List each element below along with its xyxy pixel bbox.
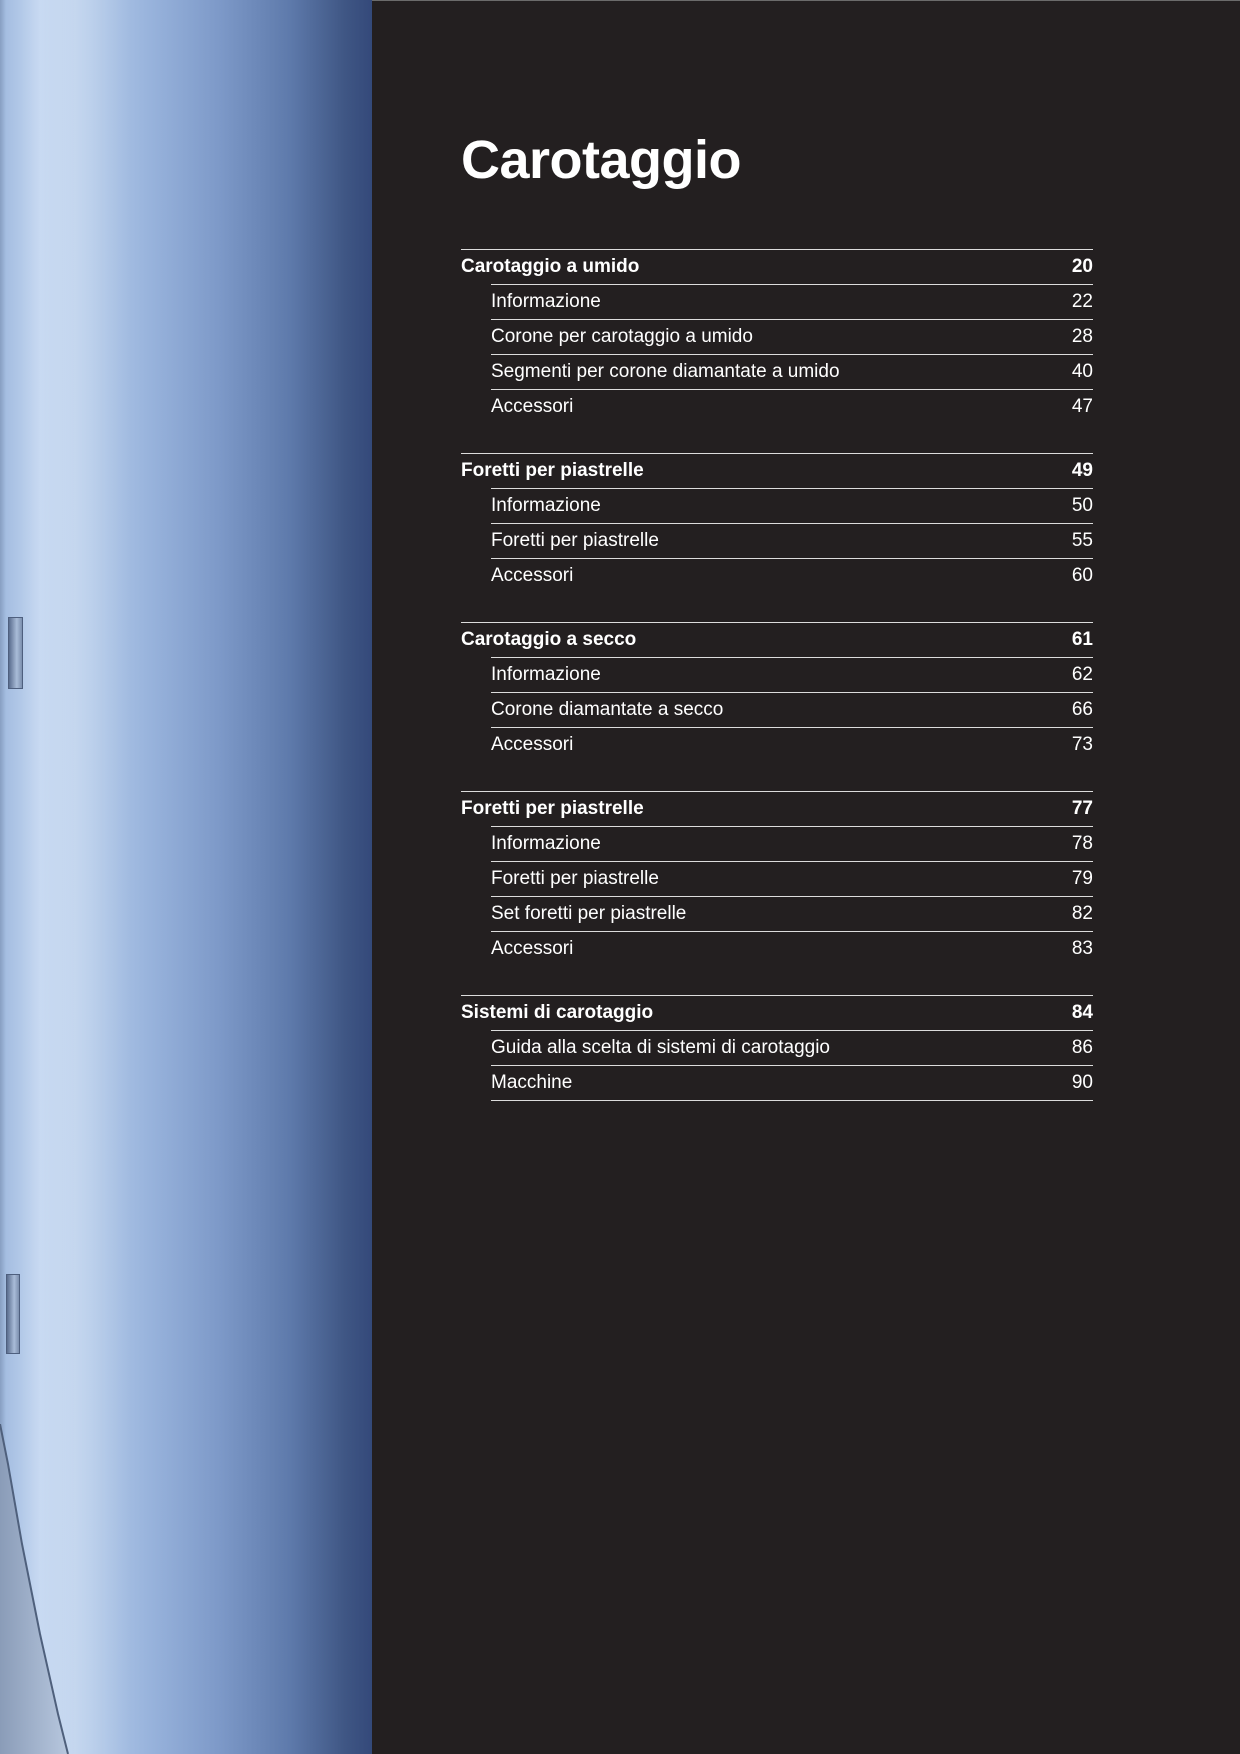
toc-entry-label: Informazione: [491, 664, 601, 685]
toc-section-page: 77: [1071, 798, 1093, 819]
toc-entry-label: Informazione: [491, 495, 601, 516]
toc-entry-page: 73: [1071, 734, 1093, 755]
toc-section-heading[interactable]: [461, 453, 1093, 488]
toc-entry-label: Accessori: [491, 565, 574, 586]
page-title: Carotaggio: [461, 130, 742, 190]
toc-section: [461, 622, 1093, 762]
toc-section-label: Foretti per piastrelle: [461, 798, 644, 819]
toc-section-label: Carotaggio a secco: [461, 629, 637, 650]
toc-section-label: Foretti per piastrelle: [461, 460, 644, 481]
toc-entry-page: 79: [1071, 868, 1093, 889]
toc-entry[interactable]: [491, 657, 1093, 692]
toc-section-heading[interactable]: [461, 791, 1093, 826]
toc-section-page: 61: [1071, 629, 1093, 650]
toc-entry-page: 40: [1071, 361, 1093, 382]
toc-section-heading[interactable]: [461, 622, 1093, 657]
toc-entry[interactable]: [491, 861, 1093, 896]
toc-section-label: Carotaggio a umido: [461, 256, 640, 277]
toc-entry[interactable]: [491, 354, 1093, 389]
toc-section-heading[interactable]: [461, 249, 1093, 284]
toc-entry[interactable]: [491, 389, 1093, 424]
toc-entry-label: Corone per carotaggio a umido: [491, 326, 753, 347]
wall-fixture-lower: [6, 1274, 20, 1354]
toc-entry[interactable]: [491, 692, 1093, 727]
toc-section: [461, 249, 1093, 424]
toc-entry-page: 28: [1071, 326, 1093, 347]
toc-entry-page: 78: [1071, 833, 1093, 854]
toc-entry-page: 82: [1071, 903, 1093, 924]
toc-entry-label: Segmenti per corone diamantate a umido: [491, 361, 840, 382]
toc-entry-label: Foretti per piastrelle: [491, 530, 659, 551]
toc-entry-label: Accessori: [491, 396, 574, 417]
toc-entry-page: 22: [1071, 291, 1093, 312]
toc-section-label: Sistemi di carotaggio: [461, 1002, 654, 1023]
toc-entry[interactable]: [491, 523, 1093, 558]
toc-entry-label: Corone diamantate a secco: [491, 699, 724, 720]
toc-entry-page: 55: [1071, 530, 1093, 551]
toc-section: [461, 791, 1093, 966]
toc-entry-page: 90: [1071, 1072, 1093, 1093]
toc-section-heading[interactable]: [461, 995, 1093, 1030]
toc-entry-page: 50: [1071, 495, 1093, 516]
toc-entry[interactable]: [491, 826, 1093, 861]
toc-entry-label: Accessori: [491, 734, 574, 755]
toc-entry-page: 66: [1071, 699, 1093, 720]
toc-entry-label: Informazione: [491, 833, 601, 854]
toc-section-page: 49: [1071, 460, 1093, 481]
toc-section: [461, 995, 1093, 1101]
wall-photo: [0, 0, 372, 1754]
toc-entry-page: 62: [1071, 664, 1093, 685]
toc-entry-page: 86: [1071, 1037, 1093, 1058]
toc-entry-page: 60: [1071, 565, 1093, 586]
floor-edge: [0, 1424, 90, 1754]
toc-entry-label: Accessori: [491, 938, 574, 959]
toc-section: [461, 453, 1093, 593]
toc-entry-label: Macchine: [491, 1072, 573, 1093]
toc-entry[interactable]: [491, 896, 1093, 931]
toc-entry[interactable]: [491, 931, 1093, 966]
toc-section-page: 20: [1071, 256, 1093, 277]
toc-entry[interactable]: [491, 284, 1093, 319]
toc-entry[interactable]: [491, 488, 1093, 523]
table-of-contents: [461, 249, 1093, 1130]
toc-entry-page: 47: [1071, 396, 1093, 417]
toc-entry-label: Foretti per piastrelle: [491, 868, 659, 889]
toc-entry[interactable]: [491, 1030, 1093, 1065]
toc-entry-label: Guida alla scelta di sistemi di carotaggio: [491, 1037, 831, 1058]
toc-entry[interactable]: [491, 558, 1093, 593]
toc-entry[interactable]: [491, 727, 1093, 762]
toc-entry-label: Informazione: [491, 291, 601, 312]
toc-entry[interactable]: [491, 1065, 1093, 1101]
content-area: [372, 0, 1240, 1754]
toc-entry[interactable]: [491, 319, 1093, 354]
wall-fixture-upper: [8, 617, 23, 689]
toc-entry-page: 83: [1071, 938, 1093, 959]
toc-section-page: 84: [1071, 1002, 1093, 1023]
toc-entry-label: Set foretti per piastrelle: [491, 903, 687, 924]
